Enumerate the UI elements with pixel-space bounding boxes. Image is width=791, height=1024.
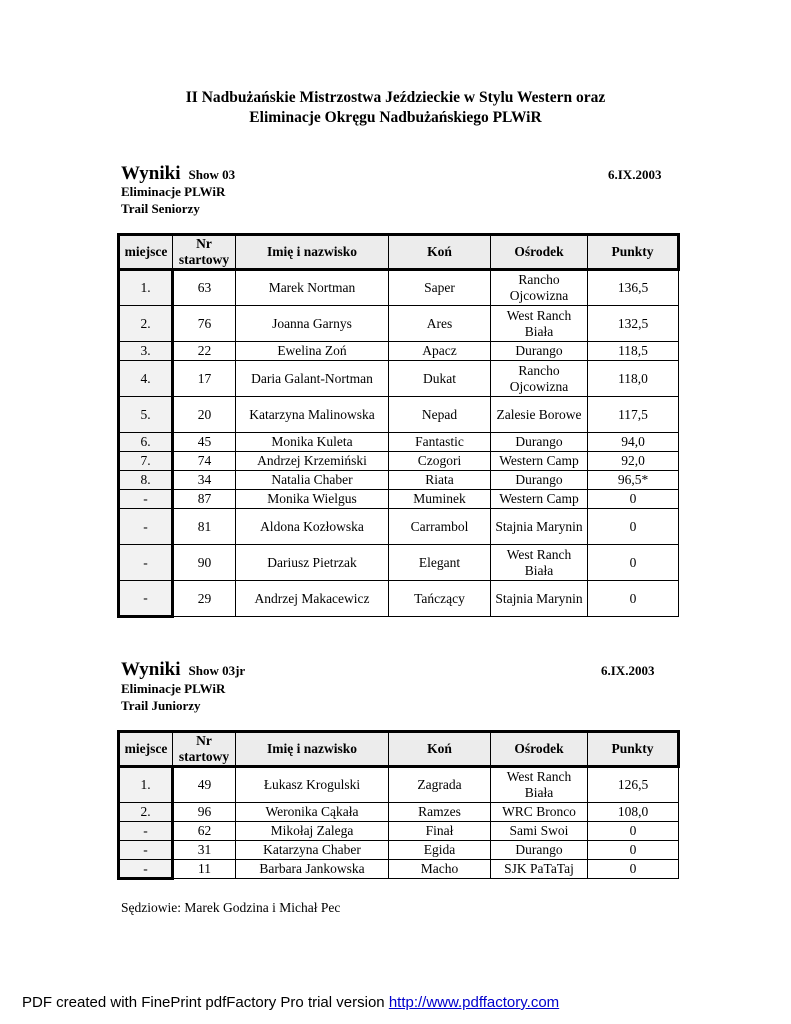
horse-cell: Carrambol — [389, 509, 491, 545]
section-heading-label: Wyniki — [121, 659, 181, 680]
name-cell: Joanna Garnys — [236, 306, 389, 342]
name-cell: Andrzej Krzemiński — [236, 452, 389, 471]
start-number-cell: 62 — [173, 822, 236, 841]
center-cell: Stajnia Marynin — [491, 509, 588, 545]
place-cell: - — [119, 841, 173, 860]
points-cell: 0 — [588, 545, 679, 581]
name-cell: Andrzej Makacewicz — [236, 581, 389, 617]
title-line-1: II Nadbużańskie Mistrzostwa Jeździeckie w Stylu Western oraz — [185, 89, 606, 106]
center-cell: Western Camp — [491, 490, 588, 509]
start-number-cell: 63 — [173, 270, 236, 306]
horse-cell: Tańczący — [389, 581, 491, 617]
table-row — [119, 433, 679, 452]
place-cell: 6. — [119, 433, 173, 452]
pdf-watermark-footer — [22, 994, 559, 1011]
column-header-center: Ośrodek — [491, 235, 588, 270]
points-cell: 96,5* — [588, 471, 679, 490]
place-cell: - — [119, 545, 173, 581]
table-row — [119, 860, 679, 879]
name-cell: Natalia Chaber — [236, 471, 389, 490]
place-cell: - — [119, 822, 173, 841]
horse-cell: Saper — [389, 270, 491, 306]
start-number-cell: 45 — [173, 433, 236, 452]
place-cell: 7. — [119, 452, 173, 471]
name-cell: Weronika Cąkała — [236, 803, 389, 822]
name-cell: Barbara Jankowska — [236, 860, 389, 879]
results-table-seniors — [117, 233, 680, 618]
horse-cell: Egida — [389, 841, 491, 860]
name-cell: Katarzyna Chaber — [236, 841, 389, 860]
table-row — [119, 581, 679, 617]
place-cell: 1. — [119, 767, 173, 803]
title-line-2: Eliminacje Okręgu Nadbużańskiego PLWiR — [249, 109, 542, 126]
points-cell: 0 — [588, 490, 679, 509]
horse-cell: Zagrada — [389, 767, 491, 803]
center-cell: Stajnia Marynin — [491, 581, 588, 617]
column-header-name: Imię i nazwisko — [236, 235, 389, 270]
table-row — [119, 270, 679, 306]
section-date: 6.IX.2003 — [608, 167, 662, 182]
start-number-cell: 31 — [173, 841, 236, 860]
points-cell: 126,5 — [588, 767, 679, 803]
center-cell: Durango — [491, 433, 588, 452]
center-cell: Sami Swoi — [491, 822, 588, 841]
horse-cell: Czogori — [389, 452, 491, 471]
table-header-row — [119, 732, 679, 767]
column-header-start-number: Nr startowy — [173, 732, 236, 767]
table-row — [119, 841, 679, 860]
center-cell: WRC Bronco — [491, 803, 588, 822]
column-header-horse: Koń — [389, 732, 491, 767]
table-row — [119, 471, 679, 490]
section-category: Trail Seniorzy — [121, 201, 200, 216]
horse-cell: Riata — [389, 471, 491, 490]
points-cell: 0 — [588, 841, 679, 860]
points-cell: 0 — [588, 509, 679, 545]
points-cell: 117,5 — [588, 397, 679, 433]
center-cell: Durango — [491, 841, 588, 860]
start-number-cell: 87 — [173, 490, 236, 509]
horse-cell: Ramzes — [389, 803, 491, 822]
section-subtitle: Eliminacje PLWiR — [121, 184, 226, 199]
table-row — [119, 361, 679, 397]
name-cell: Katarzyna Malinowska — [236, 397, 389, 433]
start-number-cell: 74 — [173, 452, 236, 471]
table-row — [119, 822, 679, 841]
center-cell: West Ranch Biała — [491, 767, 588, 803]
points-cell: 0 — [588, 581, 679, 617]
center-cell: West Ranch Biała — [491, 306, 588, 342]
place-cell: 1. — [119, 270, 173, 306]
column-header-center: Ośrodek — [491, 732, 588, 767]
horse-cell: Ares — [389, 306, 491, 342]
column-header-place: miejsce — [119, 235, 173, 270]
table-row — [119, 509, 679, 545]
points-cell: 108,0 — [588, 803, 679, 822]
name-cell: Aldona Kozłowska — [236, 509, 389, 545]
horse-cell: Muminek — [389, 490, 491, 509]
table-row — [119, 306, 679, 342]
name-cell: Dariusz Pietrzak — [236, 545, 389, 581]
place-cell: 4. — [119, 361, 173, 397]
name-cell: Daria Galant-Nortman — [236, 361, 389, 397]
show-label: Show 03jr — [188, 663, 246, 678]
points-cell: 0 — [588, 822, 679, 841]
start-number-cell: 49 — [173, 767, 236, 803]
table-row — [119, 545, 679, 581]
points-cell: 132,5 — [588, 306, 679, 342]
start-number-cell: 11 — [173, 860, 236, 879]
start-number-cell: 76 — [173, 306, 236, 342]
points-cell: 92,0 — [588, 452, 679, 471]
place-cell: 3. — [119, 342, 173, 361]
horse-cell: Fantastic — [389, 433, 491, 452]
horse-cell: Apacz — [389, 342, 491, 361]
section-heading — [121, 163, 235, 185]
place-cell: 5. — [119, 397, 173, 433]
center-cell: SJK PaTaTaj — [491, 860, 588, 879]
center-cell: Durango — [491, 342, 588, 361]
column-header-points: Punkty — [588, 235, 679, 270]
center-cell: West Ranch Biała — [491, 545, 588, 581]
column-header-start-number: Nr startowy — [173, 235, 236, 270]
pdf-factory-link[interactable]: http://www.pdffactory.com — [388, 994, 560, 1011]
document-title — [0, 88, 791, 128]
table-row — [119, 803, 679, 822]
place-cell: - — [119, 581, 173, 617]
place-cell: 2. — [119, 803, 173, 822]
points-cell: 118,5 — [588, 342, 679, 361]
center-cell: Durango — [491, 471, 588, 490]
section-heading — [121, 659, 245, 681]
results-table-juniors — [117, 730, 680, 880]
horse-cell: Finał — [389, 822, 491, 841]
name-cell: Monika Kuleta — [236, 433, 389, 452]
column-header-points: Punkty — [588, 732, 679, 767]
table-row — [119, 342, 679, 361]
center-cell: Western Camp — [491, 452, 588, 471]
center-cell: Rancho Ojcowizna — [491, 361, 588, 397]
section-subtitle: Eliminacje PLWiR — [121, 681, 226, 696]
name-cell: Ewelina Zoń — [236, 342, 389, 361]
section-date: 6.IX.2003 — [601, 663, 655, 678]
place-cell: 8. — [119, 471, 173, 490]
points-cell: 94,0 — [588, 433, 679, 452]
center-cell: Rancho Ojcowizna — [491, 270, 588, 306]
name-cell: Łukasz Krogulski — [236, 767, 389, 803]
start-number-cell: 22 — [173, 342, 236, 361]
table-row — [119, 490, 679, 509]
column-header-name: Imię i nazwisko — [236, 732, 389, 767]
section-category: Trail Juniorzy — [121, 698, 201, 713]
start-number-cell: 17 — [173, 361, 236, 397]
name-cell: Monika Wielgus — [236, 490, 389, 509]
points-cell: 0 — [588, 860, 679, 879]
table-row — [119, 397, 679, 433]
start-number-cell: 81 — [173, 509, 236, 545]
horse-cell: Nepad — [389, 397, 491, 433]
name-cell: Marek Nortman — [236, 270, 389, 306]
table-row — [119, 767, 679, 803]
column-header-place: miejsce — [119, 732, 173, 767]
start-number-cell: 20 — [173, 397, 236, 433]
points-cell: 118,0 — [588, 361, 679, 397]
start-number-cell: 90 — [173, 545, 236, 581]
start-number-cell: 34 — [173, 471, 236, 490]
column-header-horse: Koń — [389, 235, 491, 270]
start-number-cell: 96 — [173, 803, 236, 822]
start-number-cell: 29 — [173, 581, 236, 617]
place-cell: 2. — [119, 306, 173, 342]
place-cell: - — [119, 490, 173, 509]
table-header-row — [119, 235, 679, 270]
center-cell: Zalesie Borowe — [491, 397, 588, 433]
horse-cell: Dukat — [389, 361, 491, 397]
place-cell: - — [119, 860, 173, 879]
horse-cell: Elegant — [389, 545, 491, 581]
pdf-footer-text: PDF created with FinePrint pdfFactory Pro trial version — [22, 994, 385, 1011]
show-label: Show 03 — [188, 167, 236, 182]
horse-cell: Macho — [389, 860, 491, 879]
name-cell: Mikołaj Zalega — [236, 822, 389, 841]
section-heading-label: Wyniki — [121, 163, 181, 184]
points-cell: 136,5 — [588, 270, 679, 306]
table-row — [119, 452, 679, 471]
place-cell: - — [119, 509, 173, 545]
judges-note: Sędziowie: Marek Godzina i Michał Pec — [121, 900, 341, 915]
